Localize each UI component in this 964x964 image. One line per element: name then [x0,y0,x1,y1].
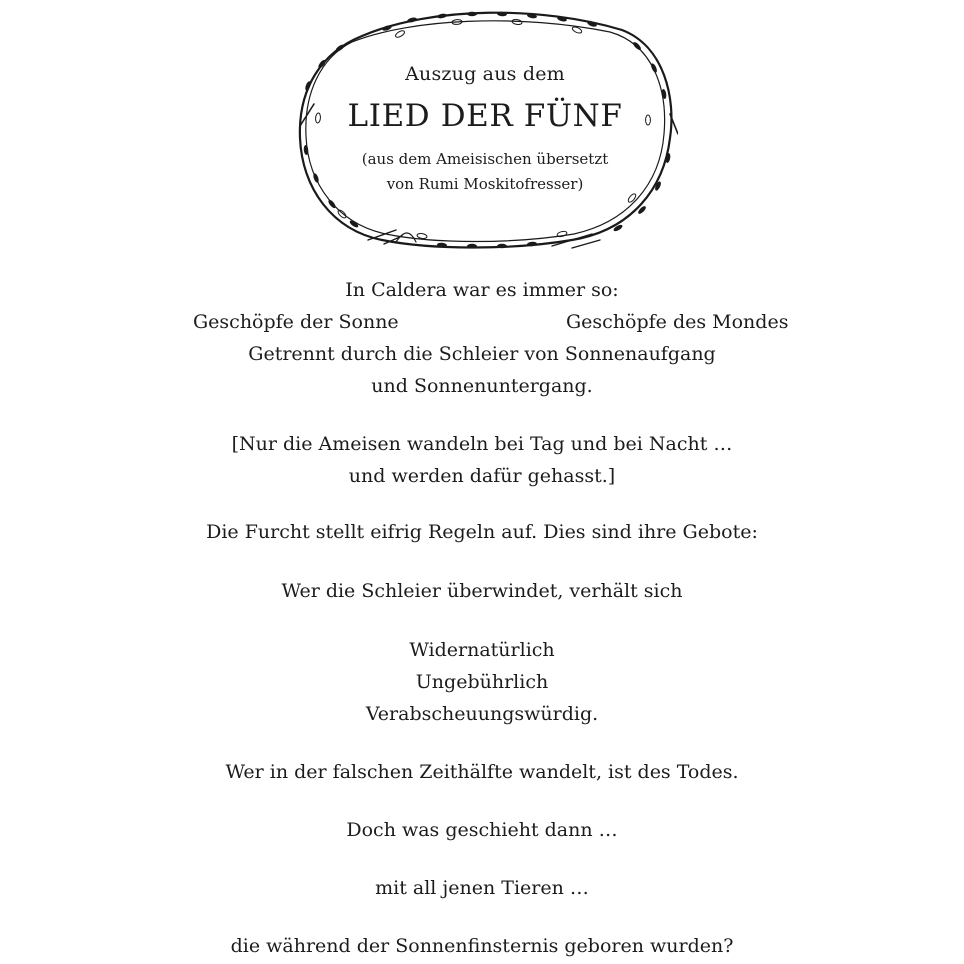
title-block [292,8,678,252]
poem-line-4: und Sonnenuntergang. [371,375,593,397]
page-title: LIED DER FÜNF [347,98,623,134]
poem-line-2-left: Geschöpfe der Sonne [193,311,399,333]
poem-line-5: [Nur die Ameisen wandeln bei Tag und bei Nacht … [231,433,733,455]
title-kicker: Auszug aus dem [405,63,565,85]
poem-line-15: die während der Sonnenfinsternis geboren wurden? [230,935,734,957]
poem-line-14: mit all jenen Tieren … [375,877,589,899]
title-subtitle-line1: (aus dem Ameisischen übersetzt [361,150,609,168]
poem-line-9: Widernatürlich [409,639,555,661]
poem-line-13: Doch was geschieht dann … [346,819,618,841]
poem-line-1: In Caldera war es immer so: [345,279,619,301]
poem-line-10: Ungebührlich [415,671,549,693]
poem-line-12: Wer in der falschen Zeithälfte wandelt, ist des Todes. [225,761,739,783]
poem-line-6: und werden dafür gehasst.] [348,465,616,487]
poem-line-7: Die Furcht stellt eifrig Regeln auf. Dies sind ihre Gebote: [206,521,758,543]
poem-line-2-right: Geschöpfe des Mondes [566,311,789,333]
poem-line-8: Wer die Schleier überwindet, verhält sich [281,580,683,602]
poem-line-11: Verabscheuungswürdig. [365,703,599,725]
poem-line-3: Getrennt durch die Schleier von Sonnenaufgang [248,343,716,365]
title-subtitle-line2: von Rumi Moskitofresser) [386,175,584,193]
